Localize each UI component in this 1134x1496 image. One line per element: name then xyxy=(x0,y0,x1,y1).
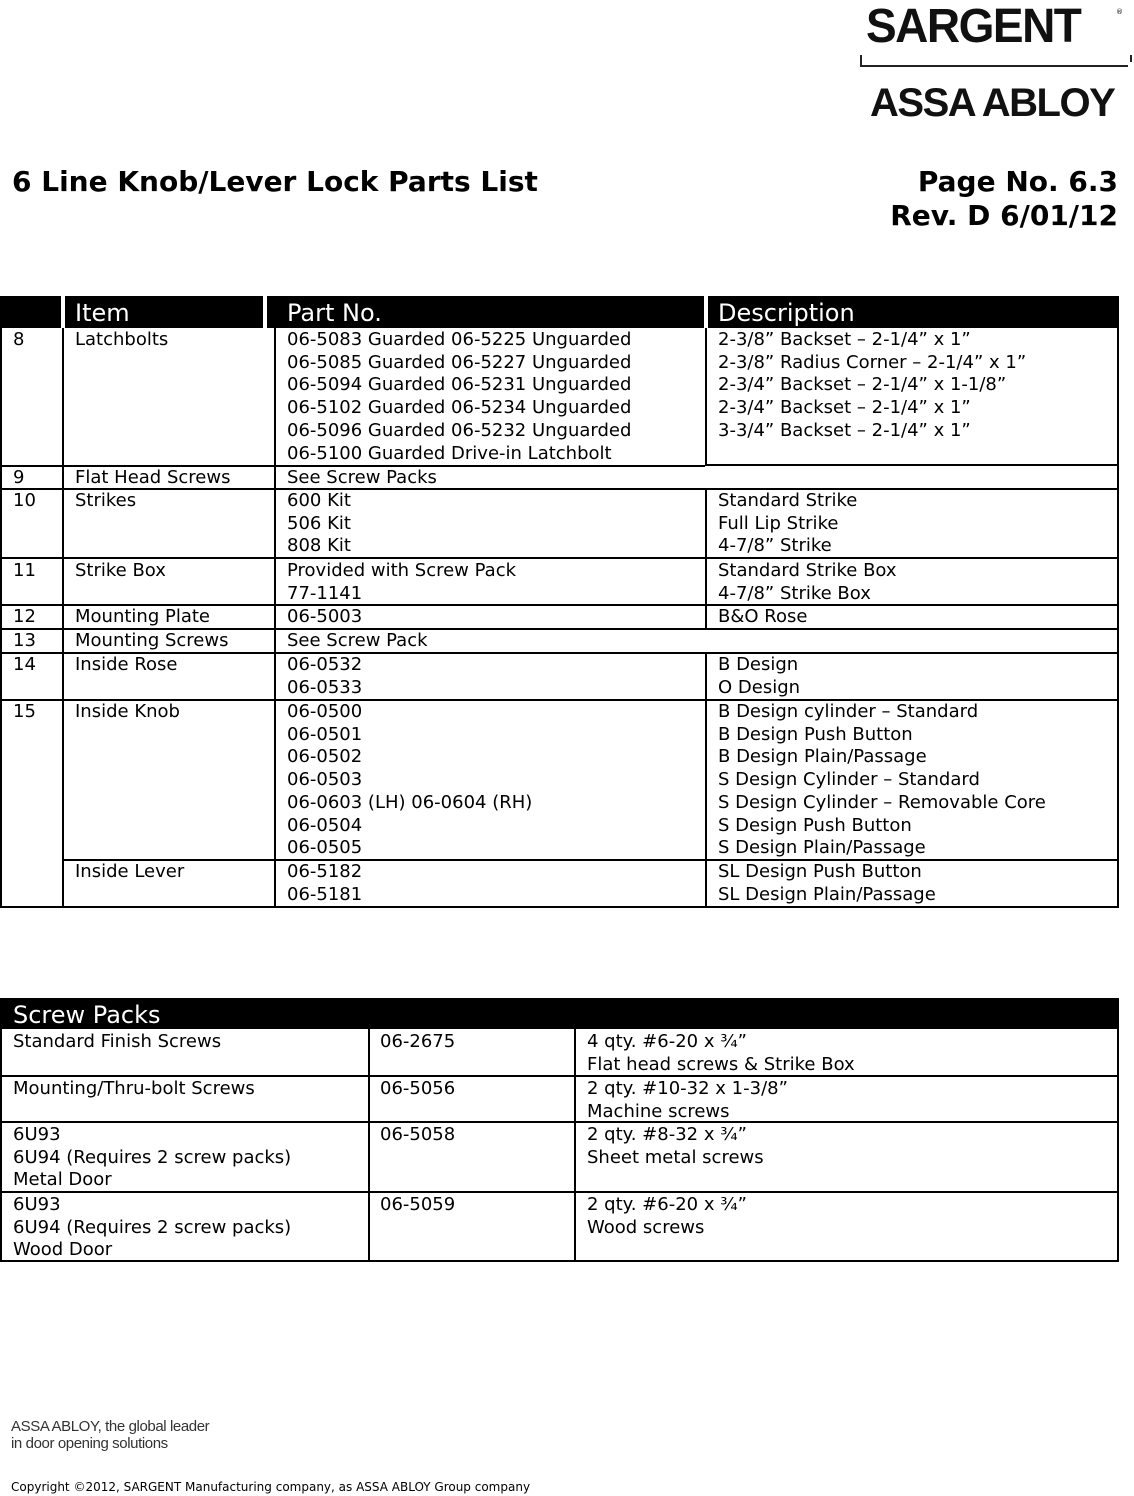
cell-part: Provided with Screw Pack 77-1141 xyxy=(287,560,517,604)
logo-bracket-gap xyxy=(1128,62,1134,70)
cell-desc: Standard Strike Box 4-7/8” Strike Box xyxy=(718,560,897,604)
grid-line xyxy=(705,464,1119,466)
grid-line xyxy=(705,488,707,558)
grid-line xyxy=(0,296,2,908)
footer-tagline: ASSA ABLOY, the global leader in door opening solutions xyxy=(11,1418,210,1452)
cell-part: See Screw Pack xyxy=(287,630,428,651)
sargent-logo: SARGENT xyxy=(866,0,1081,53)
registered-mark: ® xyxy=(1116,8,1123,16)
cell-no: 9 xyxy=(13,467,25,488)
cell-item: Inside Lever xyxy=(75,861,185,882)
grid-line xyxy=(705,700,707,908)
header-separator xyxy=(263,296,267,328)
column-header-description: Description xyxy=(718,299,855,327)
grid-line xyxy=(62,328,64,908)
cell-item: Mounting Screws xyxy=(75,630,229,651)
cell-desc: 2 qty. #10-32 x 1-3/8” Machine screws xyxy=(587,1078,788,1122)
copyright-text: Copyright ©2012, SARGENT Manufacturing company, as ASSA ABLOY Group company xyxy=(11,1480,531,1494)
column-header-part-no: Part No. xyxy=(287,299,382,327)
cell-item: Strikes xyxy=(75,490,137,511)
grid-line xyxy=(1117,296,1119,908)
cell-part: 06-5058 xyxy=(380,1124,456,1145)
grid-line xyxy=(705,558,707,605)
cell-name: Standard Finish Screws xyxy=(13,1031,222,1052)
cell-desc: 2 qty. #6-20 x ¾” Wood screws xyxy=(587,1194,747,1238)
cell-desc: B&O Rose xyxy=(718,606,808,627)
cell-no: 15 xyxy=(13,701,36,722)
cell-no: 13 xyxy=(13,630,36,651)
cell-no: 10 xyxy=(13,490,36,511)
cell-part: 600 Kit 506 Kit 808 Kit xyxy=(287,490,351,557)
header-separator xyxy=(704,296,708,328)
cell-part: 06-0532 06-0533 xyxy=(287,654,363,698)
cell-item: Flat Head Screws xyxy=(75,467,231,488)
page-title: 6 Line Knob/Lever Lock Parts List xyxy=(12,165,538,198)
cell-no: 11 xyxy=(13,560,36,581)
parts-table-header xyxy=(0,296,1119,328)
cell-desc: 2-3/8” Backset – 2-1/4” x 1” 2-3/8” Radius Corner – 2-1/4” x 1” 2-3/4” Backset – 2-1/4” x 1-1/8” 2-3/4” Backset – 2-1/4” x 1” 3-3/4” Backset – 2-1/4” x 1” xyxy=(718,329,1027,441)
cell-no: 12 xyxy=(13,606,36,627)
cell-desc: B Design cylinder – Standard B Design Push Button B Design Plain/Passage S Design Cylinder – Standard S Design Cylinder – Removable Core S Design Push Button S Design Plain/Passage xyxy=(718,701,1046,859)
grid-line xyxy=(0,1075,1119,1077)
grid-line xyxy=(368,1029,370,1262)
cell-part: 06-2675 xyxy=(380,1031,456,1052)
grid-line xyxy=(274,328,276,908)
cell-no: 8 xyxy=(13,329,25,350)
grid-line xyxy=(574,1029,576,1262)
grid-line xyxy=(705,652,707,700)
column-header-item: Item xyxy=(75,299,130,327)
logo-bracket-line xyxy=(860,55,1132,67)
assa-abloy-logo: ASSA ABLOY xyxy=(870,81,1115,125)
grid-line xyxy=(1117,998,1119,1262)
cell-item: Strike Box xyxy=(75,560,166,581)
cell-item: Inside Knob xyxy=(75,701,180,722)
cell-part: 06-0500 06-0501 06-0502 06-0503 06-0603 (LH) 06-0604 (RH) 06-0504 06-0505 xyxy=(287,701,533,859)
cell-desc: Standard Strike Full Lip Strike 4-7/8” Strike xyxy=(718,490,858,557)
cell-part: 06-5056 xyxy=(380,1078,456,1099)
page-number: Page No. 6.3 xyxy=(917,165,1118,198)
cell-no: 14 xyxy=(13,654,36,675)
cell-desc: B Design O Design xyxy=(718,654,801,698)
grid-line xyxy=(0,998,2,1262)
cell-desc: 2 qty. #8-32 x ¾” Sheet metal screws xyxy=(587,1124,764,1168)
cell-desc: 4 qty. #6-20 x ¾” Flat head screws & Strike Box xyxy=(587,1031,855,1075)
header-separator xyxy=(61,296,65,328)
screw-packs-title: Screw Packs xyxy=(13,1001,161,1029)
grid-line xyxy=(0,906,1119,908)
cell-part: 06-5182 06-5181 xyxy=(287,861,363,905)
grid-line xyxy=(0,1121,1119,1123)
cell-item: Mounting Plate xyxy=(75,606,210,627)
cell-desc: SL Design Push Button SL Design Plain/Passage xyxy=(718,861,936,905)
cell-part: 06-5003 xyxy=(287,606,363,627)
cell-part: See Screw Packs xyxy=(287,467,437,488)
cell-item: Inside Rose xyxy=(75,654,178,675)
cell-part: 06-5083 Guarded 06-5225 Unguarded 06-5085 Guarded 06-5227 Unguarded 06-5094 Guarded 06-5231 Unguarded 06-5102 Guarded 06-5234 Unguarded 06-5096 Guarded 06-5232 Unguarded 06-5100 Guarded Drive-in Latchbolt xyxy=(287,329,632,464)
grid-line xyxy=(0,557,1119,559)
cell-name: 6U93 6U94 (Requires 2 screw packs) Metal Door xyxy=(13,1124,292,1191)
cell-part: 06-5059 xyxy=(380,1194,456,1215)
cell-name: 6U93 6U94 (Requires 2 screw packs) Wood Door xyxy=(13,1194,292,1261)
grid-line xyxy=(705,605,707,628)
grid-line xyxy=(705,328,707,466)
cell-item: Latchbolts xyxy=(75,329,169,350)
cell-name: Mounting/Thru-bolt Screws xyxy=(13,1078,255,1099)
screw-packs-header xyxy=(0,998,1119,1029)
revision-label: Rev. D 6/01/12 xyxy=(890,199,1118,232)
